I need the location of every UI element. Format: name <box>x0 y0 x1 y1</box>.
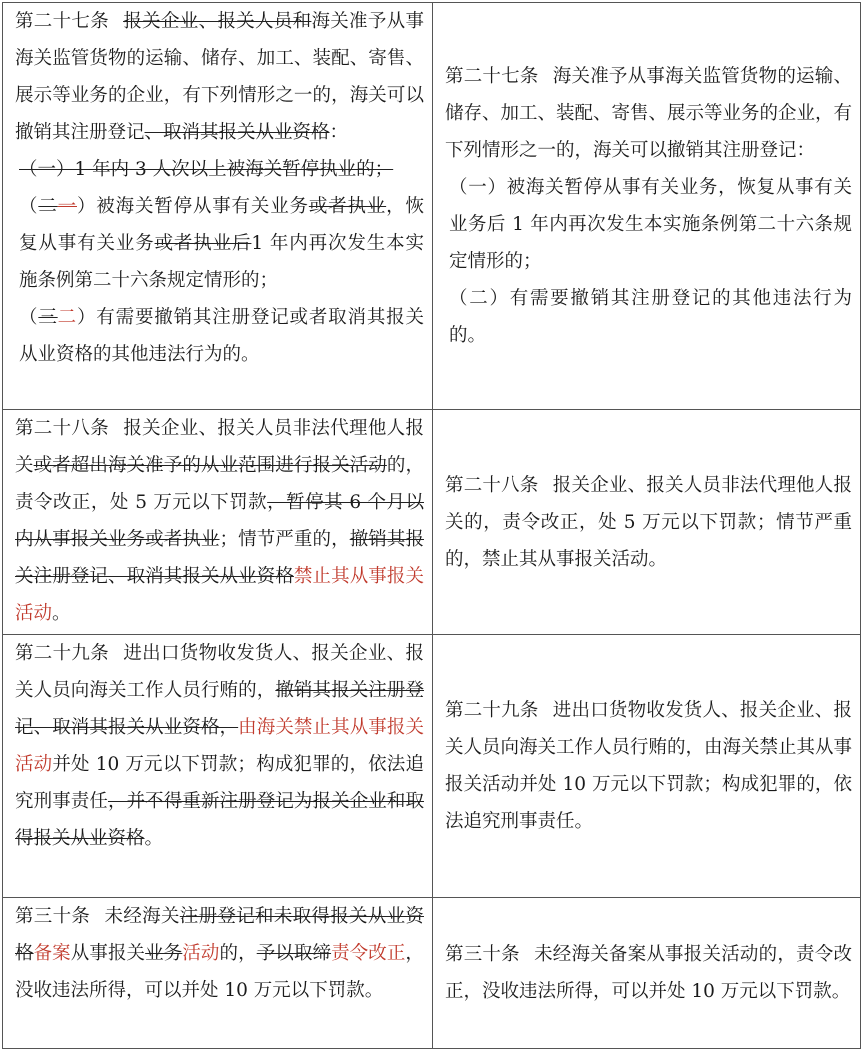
old-item <box>15 188 424 299</box>
deleted-text: （一）1 年内 3 人次以上被海关暂停执业的； <box>19 159 394 180</box>
inserted-text: 备案 <box>33 943 71 964</box>
new-text: 报关企业、报关人员非法代理他人报关的，责令改正，处 5 万元以下罚款；情节严重的，禁止其从事报关活动。 <box>445 474 852 570</box>
comparison-table <box>2 2 861 1049</box>
deleted-text: 予以取缔 <box>256 943 332 964</box>
article-number: 第二十八条 <box>15 418 110 439</box>
deleted-inserted-number: 一 <box>57 196 77 217</box>
old-paragraph <box>15 635 424 857</box>
new-item: （一）被海关暂停从事有关业务，恢复从事有关业务后 1 年内再次发生本实施条例第二十六条规定情形的； <box>449 177 852 272</box>
deleted-text: 报关企业、报关人员和 <box>123 11 312 32</box>
article-27-new <box>433 3 861 410</box>
new-paragraph <box>445 692 852 840</box>
kept-text: （ <box>19 307 39 328</box>
article-30-old <box>3 898 433 1049</box>
deleted-text: 二 <box>38 196 58 217</box>
old-paragraph <box>15 410 424 632</box>
deleted-text: 或者超出海关准予的从业范围进行报关活动 <box>33 455 387 476</box>
deleted-text: ，暂停其 6 个月以内从事报关业务或者执业 <box>15 492 424 550</box>
inserted-text: 活动 <box>182 943 220 964</box>
article-29-row <box>3 635 861 898</box>
new-text: 未经海关备案从事报关活动的，责令改正，没收违法所得，可以并处 10 万元以下罚款。 <box>445 944 852 1002</box>
inserted-text: 禁止其从事报关活动 <box>15 566 424 624</box>
article-number: 第三十条 <box>15 906 91 927</box>
kept-text: 。 <box>52 603 71 624</box>
article-29-new <box>433 635 861 898</box>
old-item <box>15 299 424 373</box>
kept-text: 报关企业、报关人员非法代理他人报关 <box>15 418 424 476</box>
kept-text: 。 <box>144 828 164 849</box>
kept-text: 的， <box>219 943 257 964</box>
deleted-text: 业务 <box>145 943 183 964</box>
kept-text: 1 年内再次发生本实施条例第二十六条规定情形的； <box>19 233 424 291</box>
kept-text: 未经海关 <box>104 906 180 927</box>
kept-text: ）被海关暂停从事有关业务 <box>76 196 309 217</box>
kept-text: ： <box>329 122 349 143</box>
kept-text: ，恢复从事有关业务 <box>19 196 424 254</box>
article-27-row <box>3 3 861 410</box>
kept-text: ，没收违法所得，可以并处 10 万元以下罚款。 <box>15 943 424 1001</box>
new-paragraph <box>445 467 852 578</box>
kept-text: 的，责令改正，处 5 万元以下罚款 <box>15 455 424 513</box>
deleted-text: 三 <box>38 307 58 328</box>
article-number: 第二十七条 <box>15 11 110 32</box>
deleted-text: 或者执业后 <box>154 233 252 254</box>
inserted-text: 由海关禁止其从事报关活动 <box>15 717 424 775</box>
kept-text: 进出口货物收发货人、报关企业、报关人员向海关工作人员行贿的， <box>15 643 424 701</box>
deleted-text: 、取消其报关从业资格 <box>144 122 330 143</box>
article-number: 第二十九条 <box>15 643 110 664</box>
inserted-text: 责令改正 <box>331 943 406 964</box>
article-number: 第二十九条 <box>445 700 539 721</box>
kept-text: 从事报关 <box>70 943 146 964</box>
article-27-old <box>3 3 433 410</box>
article-28-row <box>3 410 861 635</box>
article-28-new <box>433 410 861 635</box>
old-paragraph <box>15 898 424 1009</box>
deleted-text: 注册登记和未取得报关从业资格 <box>15 906 424 964</box>
new-item: （二）有需要撤销其注册登记的其他违法行为的。 <box>449 288 852 346</box>
old-item-deleted <box>15 151 424 188</box>
deleted-text: 或者执业 <box>308 196 387 217</box>
kept-text: （ <box>19 196 39 217</box>
new-paragraph <box>445 936 852 1010</box>
article-29-old <box>3 635 433 898</box>
old-paragraph <box>15 3 424 151</box>
article-30-row <box>3 898 861 1049</box>
article-number: 第二十七条 <box>445 66 539 87</box>
kept-text: ；情节严重的， <box>219 529 350 550</box>
kept-text: 海关准予从事海关监管货物的运输、储存、加工、装配、寄售、展示等业务的企业，有下列情形之一的，海关可以撤销其注册登记 <box>15 11 424 143</box>
deleted-text: 撤销其报关注册登记、取消其报关从业资格， <box>15 680 424 738</box>
deleted-text: 撤销其报关注册登记、取消其报关从业资格 <box>15 529 424 587</box>
deleted-text: ，并不得重新注册登记为报关企业和取得报关从业资格 <box>15 791 424 849</box>
kept-text: 并处 10 万元以下罚款；构成犯罪的，依法追究刑事责任 <box>15 754 424 812</box>
new-text: 海关准予从事海关监管货物的运输、储存、加工、装配、寄售、展示等业务的企业，有下列情形之一的，海关可以撤销其注册登记： <box>445 66 853 161</box>
inserted-text: 二 <box>57 307 77 328</box>
article-number: 第三十条 <box>445 944 520 965</box>
article-28-old <box>3 410 433 635</box>
new-text: 进出口货物收发货人、报关企业、报关人员向海关工作人员行贿的，由海关禁止其从事报关活动并处 10 万元以下罚款；构成犯罪的，依法追究刑事责任。 <box>445 700 853 832</box>
article-number: 第二十八条 <box>445 474 539 496</box>
new-paragraph <box>445 58 852 169</box>
kept-text: ）有需要撤销其注册登记或者取消其报关从业资格的其他违法行为的。 <box>19 307 424 365</box>
article-30-new <box>433 898 861 1049</box>
